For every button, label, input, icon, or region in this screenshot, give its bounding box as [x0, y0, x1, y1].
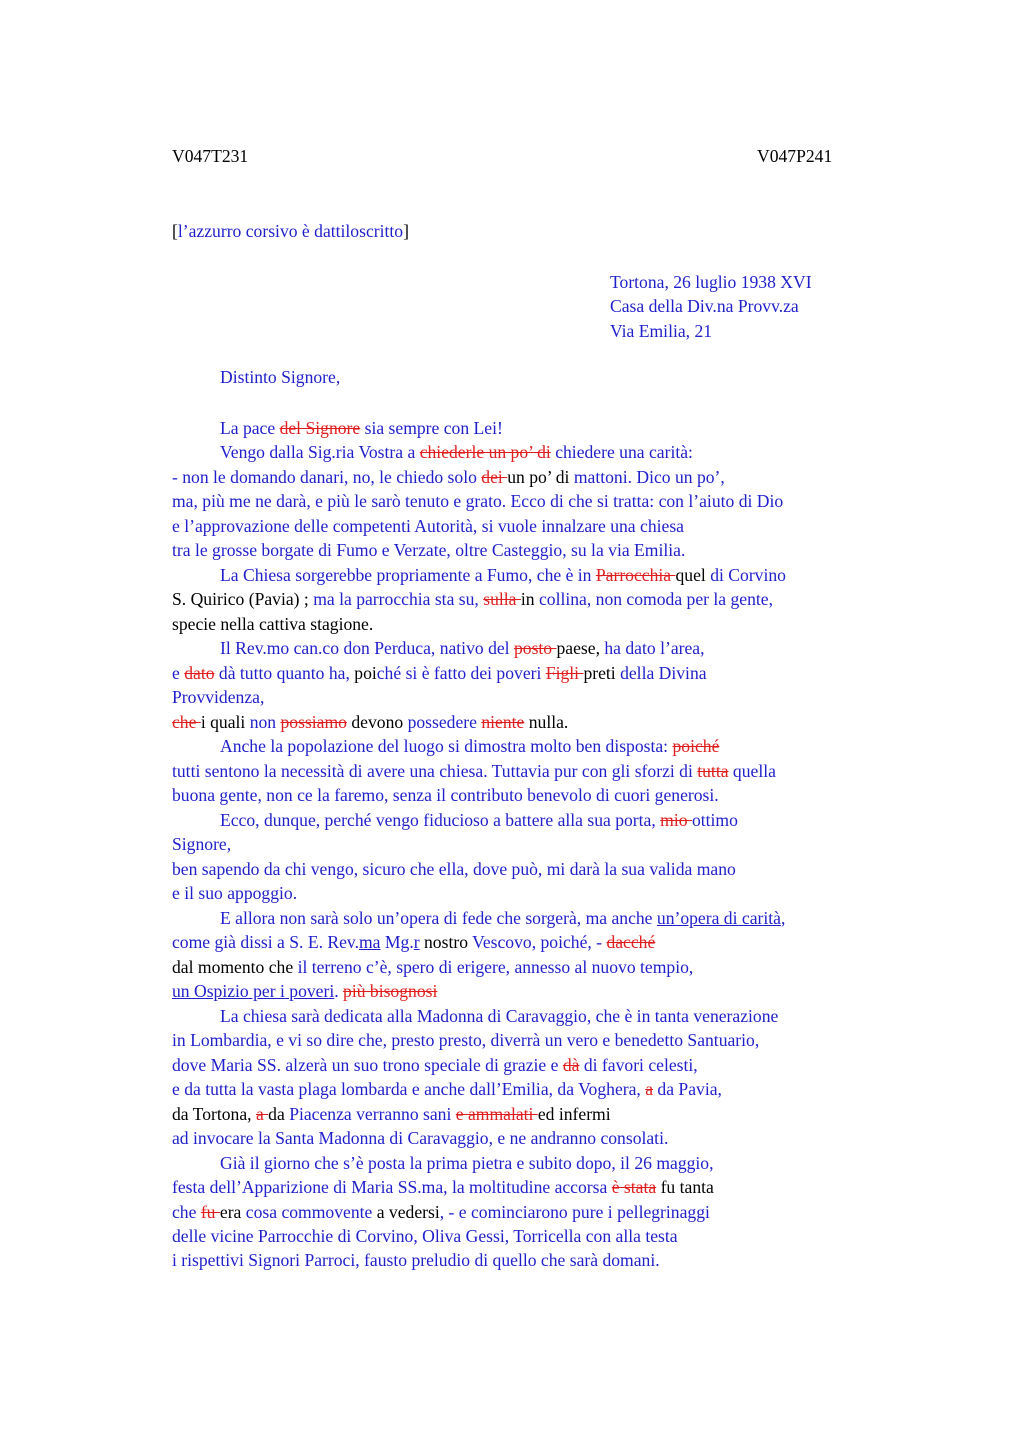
typed-text: Mg.	[380, 932, 414, 953]
typed-text: in Lombardia, e vi so dire che, presto presto, diverrà un vero e benedetto Santuario,	[172, 1030, 760, 1051]
letter-line	[172, 416, 902, 440]
struck-text: chiederle un po’ di	[419, 442, 551, 463]
handwritten-text: nulla.	[524, 711, 569, 732]
handwritten-text: da	[268, 1103, 290, 1124]
letter-line	[172, 710, 902, 734]
typed-text: Signore,	[172, 834, 232, 855]
typed-text: ha dato l’area,	[604, 638, 705, 659]
typed-text: mattoni. Dico un po’,	[573, 466, 725, 487]
letter-line	[172, 1028, 902, 1052]
typed-text: ben sapendo da chi vengo, sicuro che ella, dove può, mi darà la sua valida mano	[172, 858, 736, 879]
handwritten-text: nostro	[419, 932, 473, 953]
letter-line	[172, 661, 902, 685]
handwritten-text: devono	[346, 711, 408, 732]
handwritten-text: ed infermi	[537, 1103, 611, 1124]
typed-text: della Divina	[620, 662, 707, 683]
typed-text: La Chiesa sorgerebbe propriamente a Fumo, che è in	[220, 564, 596, 585]
typed-text: come già dissi a S. E. Rev.	[172, 932, 359, 953]
handwritten-text: S. Quirico (Pavia) ;	[172, 589, 314, 610]
letter-line	[172, 440, 902, 464]
document-reference-left: V047T231	[172, 146, 249, 166]
letter-line	[172, 1224, 902, 1248]
letter-line	[172, 906, 902, 930]
letter-line	[172, 1175, 902, 1199]
typed-text: ,	[780, 907, 786, 928]
typed-text: collina, non comoda per la gente,	[538, 589, 773, 610]
underlined-text: r	[413, 932, 420, 953]
typed-text: dove Maria SS. alzerà un suo trono speciale di grazie e	[172, 1054, 563, 1075]
editorial-note	[172, 221, 409, 242]
letter-line	[172, 734, 902, 758]
struck-text: poiché	[672, 736, 720, 757]
letter-line	[172, 955, 902, 979]
typed-text: tra le grosse borgate di Fumo e Verzate, oltre Casteggio, su la via Emilia.	[172, 540, 686, 561]
editorial-note-text: l’azzurro corsivo è dattiloscritto	[177, 221, 404, 241]
typed-text: e da tutta la vasta plaga lombarda e anche dall’Emilia, da Voghera,	[172, 1079, 646, 1100]
struck-text: più bisognosi	[343, 981, 438, 1002]
typed-text: dà tutto quanto ha,	[214, 662, 355, 683]
struck-text: Figli	[545, 662, 584, 683]
letter-line	[172, 808, 902, 832]
struck-text: niente	[481, 711, 525, 732]
struck-text: dei	[481, 466, 508, 487]
letter-line	[172, 881, 902, 905]
typed-text: festa dell’Apparizione di Maria SS.ma, la moltitudine accorsa	[172, 1177, 612, 1198]
document-reference-right: V047P241	[757, 146, 833, 166]
struck-text: fu	[200, 1201, 220, 1222]
handwritten-text: poi	[354, 662, 377, 683]
typed-text: che	[172, 1201, 201, 1222]
letter-line	[172, 685, 902, 709]
typed-text: La chiesa sarà dedicata alla Madonna di Caravaggio, che è in tanta venerazione	[220, 1005, 779, 1026]
struck-text: dacché	[606, 932, 656, 953]
typed-text: ma la parrocchia sta su,	[313, 589, 484, 610]
underlined-text: un Ospizio per i poveri	[172, 981, 335, 1002]
handwritten-text: a vedersi	[376, 1201, 440, 1222]
struck-text: che	[172, 711, 201, 732]
letter-line	[172, 930, 902, 954]
typed-text: delle vicine Parrocchie di Corvino, Oliva Gessi, Torricella con alla testa	[172, 1225, 678, 1246]
typed-text: Il Rev.mo can.co don Perduca, nativo del	[220, 638, 514, 659]
typed-text: Piacenza verranno sani	[289, 1103, 456, 1124]
typed-text: Provvidenza,	[172, 687, 265, 708]
struck-text: a	[645, 1079, 654, 1100]
typed-text: cosa commovente	[245, 1201, 377, 1222]
typed-text: - non le domando danari, no, le chiedo solo	[172, 466, 482, 487]
handwritten-text: un po’ di	[507, 466, 574, 487]
typed-text: sia sempre con Lei!	[360, 418, 503, 438]
handwritten-text: in	[520, 589, 539, 610]
letter-line	[172, 563, 902, 587]
struck-text: mio	[660, 809, 692, 830]
letter-line	[172, 979, 902, 1003]
typed-text: .	[334, 981, 344, 1002]
letter-line	[172, 1053, 902, 1077]
letter-line	[172, 1126, 902, 1150]
letter-line	[172, 538, 902, 562]
typed-text: di Corvino	[710, 564, 786, 585]
letter-line	[172, 1248, 902, 1272]
letter-line	[172, 612, 902, 636]
typed-text: e l’approvazione delle competenti Autorità, si vuole innalzare una chiesa	[172, 515, 684, 536]
underlined-text: ma	[359, 932, 381, 953]
handwritten-text: dal momento che	[172, 956, 298, 977]
letter-line	[172, 857, 902, 881]
struck-text: del Signore	[279, 418, 361, 438]
struck-text: sulla	[483, 589, 521, 610]
handwritten-text: fu tanta	[656, 1177, 714, 1198]
typed-text: buona gente, non ce la faremo, senza il contributo benevolo di cuori generosi.	[172, 785, 719, 806]
letter-line	[172, 1004, 902, 1028]
typed-text: ma, più me ne darà, e più le sarò tenuto e grato. Ecco di che si tratta: con l’aiuto di Dio	[172, 491, 784, 512]
struck-text: dà	[562, 1054, 580, 1075]
typed-text: Vescovo, poiché, -	[472, 932, 607, 953]
place-date-block	[610, 270, 812, 343]
place-date-line: Tortona, 26 luglio 1938 XVI	[610, 272, 812, 292]
letter-line	[172, 832, 902, 856]
typed-text: ché si è fatto dei poveri	[376, 662, 546, 683]
struck-text: possiamo	[280, 711, 347, 732]
typed-text: ottimo	[691, 809, 738, 830]
letter-line	[172, 489, 902, 513]
typed-text: Vengo dalla Sig.ria Vostra a	[220, 442, 420, 463]
struck-text: dato	[184, 662, 215, 683]
handwritten-text: specie nella cattiva stagione.	[172, 613, 374, 634]
handwritten-text: quel	[675, 564, 711, 585]
letter-line	[172, 1200, 902, 1224]
underlined-text: un’opera di carità	[656, 907, 781, 928]
letter-body	[172, 416, 902, 1273]
letter-line	[172, 514, 902, 538]
handwritten-text: da Tortona,	[172, 1103, 256, 1124]
typed-text: di favori celesti,	[579, 1054, 698, 1075]
letter-line	[172, 783, 902, 807]
handwritten-text: paese,	[556, 638, 605, 659]
typed-text: non	[249, 711, 281, 732]
struck-text: Parrocchia	[595, 564, 676, 585]
struck-text: è stata	[611, 1177, 657, 1198]
struck-text: posto	[513, 638, 557, 659]
typed-text: da Pavia,	[653, 1079, 722, 1100]
typed-text: il terreno c’è, spero di erigere, annesso al nuovo tempio,	[297, 956, 694, 977]
typed-text: e il suo appoggio.	[172, 883, 298, 904]
typed-text: quella	[728, 760, 776, 781]
struck-text: a	[255, 1103, 269, 1124]
typed-text: tutti sentono la necessità di avere una chiesa. Tuttavia pur con gli sforzi di	[172, 760, 698, 781]
struck-text: tutta	[697, 760, 729, 781]
typed-text: Già il giorno che s’è posta la prima pietra e subito dopo, il 26 maggio,	[220, 1152, 714, 1173]
address-line: Via Emilia, 21	[610, 320, 713, 341]
struck-text: e ammalati	[455, 1103, 538, 1124]
salutation: Distinto Signore,	[220, 367, 341, 387]
typed-text: Ecco, dunque, perché vengo fiducioso a battere alla sua porta,	[220, 809, 661, 830]
typed-text: Anche la popolazione del luogo si dimostra molto ben disposta:	[220, 736, 673, 757]
letter-line	[172, 759, 902, 783]
typed-text: i rispettivi Signori Parroci, fausto preludio di quello che sarà domani.	[172, 1250, 660, 1271]
bracket-close: ]	[403, 221, 409, 241]
letter-line	[172, 1102, 902, 1126]
handwritten-text: preti	[583, 662, 621, 683]
typed-text: E allora non sarà solo un’opera di fede che sorgerà, ma anche	[220, 907, 657, 928]
typed-text: , - e cominciarono pure i pellegrinaggi	[439, 1201, 710, 1222]
typed-text: La pace	[220, 418, 280, 438]
typed-text: chiedere una carità:	[550, 442, 693, 463]
typed-text: e	[172, 662, 185, 683]
letter-line	[172, 636, 902, 660]
handwritten-text: i quali	[200, 711, 250, 732]
letter-line	[172, 1151, 902, 1175]
institution-line: Casa della Div.na Provv.za	[610, 296, 799, 317]
letter-line	[172, 587, 902, 611]
bracket-open: [	[172, 221, 178, 241]
letter-line	[172, 465, 902, 489]
typed-text: possedere	[407, 711, 482, 732]
handwritten-text: era	[219, 1201, 246, 1222]
typed-text: ad invocare la Santa Madonna di Caravaggio, e ne andranno consolati.	[172, 1128, 669, 1149]
letter-line	[172, 1077, 902, 1101]
